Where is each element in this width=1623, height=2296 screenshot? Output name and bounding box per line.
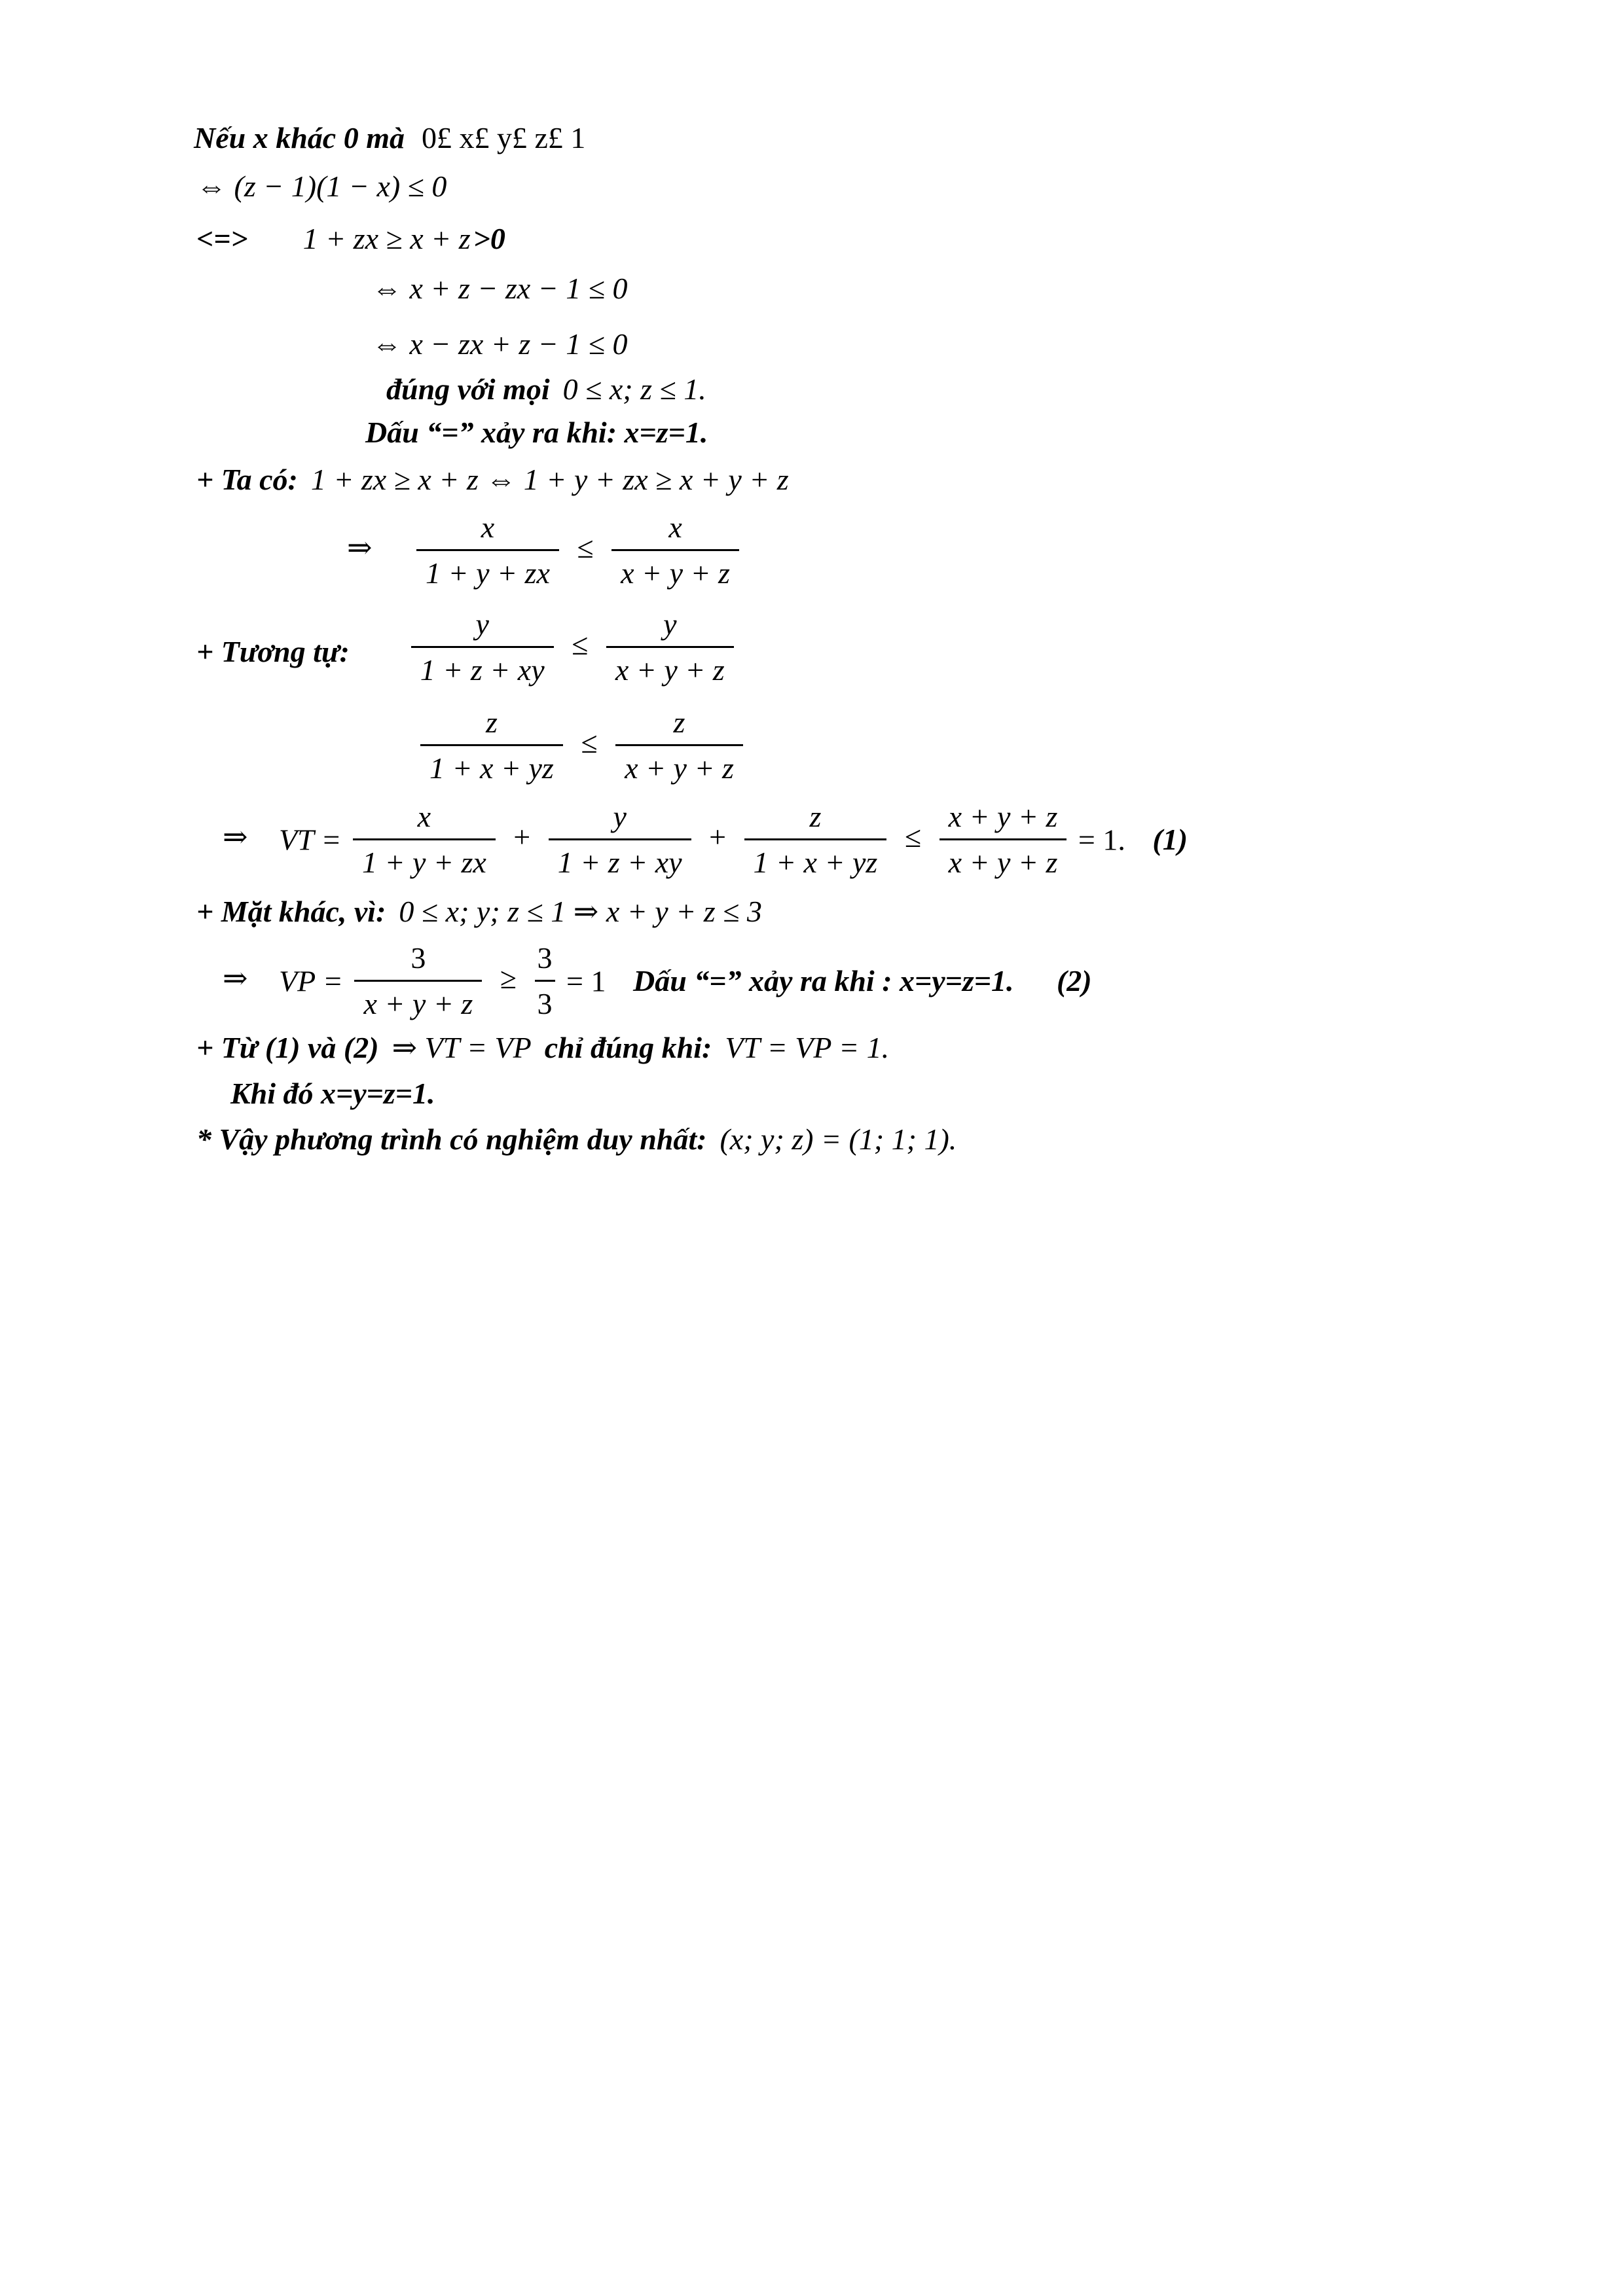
equivalence-2: ⇔ x + z − zx − 1 ≤ 0 <box>372 272 628 305</box>
line-vp <box>216 941 1092 1022</box>
relation-symbol: ≤ <box>581 725 598 759</box>
fraction-vt-3 <box>744 800 887 880</box>
numerator: x <box>353 800 496 840</box>
numerator: y <box>606 607 734 648</box>
plus-symbol: + <box>513 819 531 853</box>
fraction-x-right <box>611 511 739 591</box>
numerator: 3 <box>354 941 482 982</box>
numerator: z <box>744 800 887 840</box>
valid-range-math: 0 ≤ x; z ≤ 1. <box>562 372 706 406</box>
denominator: 1 + y + zx <box>426 556 550 590</box>
numerator: x <box>416 511 559 551</box>
line-ta-co <box>196 465 789 495</box>
equals-one: = 1. <box>1078 823 1125 857</box>
denominator: 1 + y + zx <box>361 845 486 879</box>
vp-label: VP = <box>279 964 343 998</box>
numerator: z <box>615 706 743 746</box>
line-fraction-x <box>340 511 743 591</box>
line-inequality-1 <box>196 224 505 254</box>
relation-symbol: ≤ <box>904 819 922 853</box>
denominator: x + y + z <box>363 986 473 1020</box>
ta-co-text: + Ta có: <box>196 463 298 496</box>
equivalence-3: ⇔ x − zx + z − 1 ≤ 0 <box>372 327 628 361</box>
fraction-y-left <box>411 607 554 688</box>
equals-one: = 1 <box>566 964 606 998</box>
equality-condition-2: Dấu “=” xảy ra khi : x=y=z=1. <box>633 964 1014 998</box>
inequality-1-math: 1 + zx ≥ x + z <box>302 222 471 255</box>
line-fraction-z <box>416 706 747 786</box>
condition-text: Nếu x khác 0 mà <box>194 121 405 154</box>
denominator: x + y + z <box>625 751 734 785</box>
line-vt-sum <box>216 800 1188 880</box>
denominator: 1 + x + yz <box>753 845 878 879</box>
equation-tag-1: (1) <box>1152 823 1188 857</box>
denominator: x + y + z <box>621 556 730 590</box>
implies-symbol: ⇒ <box>223 819 248 853</box>
equation-tag-2: (2) <box>1056 964 1092 998</box>
equality-condition-1: Dấu “=” xảy ra khi: x=z=1. <box>365 416 708 449</box>
denominator: x + y + z <box>948 845 1058 879</box>
vt-label: VT = <box>279 823 342 857</box>
relation-symbol: ≤ <box>577 530 594 564</box>
mat-khac-text: + Mặt khác, vì: <box>196 895 386 928</box>
implies-symbol: ⇒ <box>347 530 373 564</box>
numerator: 3 <box>535 941 555 982</box>
inequality-1-tail: >0 <box>473 222 505 255</box>
valid-text: đúng với mọi <box>386 372 550 406</box>
ta-co-math: 1 + zx ≥ x + z ⇔ 1 + y + zx ≥ x + y + z <box>310 463 789 496</box>
tu-1-va-2-text: + Từ (1) và (2) <box>196 1031 379 1064</box>
fraction-vt-1 <box>353 800 496 880</box>
denominator: 3 <box>537 986 553 1020</box>
relation-symbol: ≤ <box>572 627 589 661</box>
fraction-vp-1 <box>354 941 482 1022</box>
numerator: x <box>611 511 739 551</box>
fraction-y-right <box>606 607 734 688</box>
fraction-vp-2 <box>535 941 555 1022</box>
fraction-vt-4 <box>939 800 1067 880</box>
final-answer-math: (x; y; z) = (1; 1; 1). <box>720 1122 957 1156</box>
condition-math: 0£ x£ y£ z£ 1 <box>422 121 586 154</box>
vt-vp-one-math: VT = VP = 1. <box>725 1031 890 1064</box>
fraction-z-right <box>615 706 743 786</box>
only-when-text: chỉ đúng khi: <box>544 1031 712 1064</box>
implies-symbol: ⇒ <box>223 961 248 995</box>
relation-symbol: ≥ <box>500 961 517 995</box>
line-condition <box>194 123 585 153</box>
line-final-answer <box>196 1124 957 1155</box>
line-valid-for-all <box>386 374 706 404</box>
numerator: z <box>420 706 563 746</box>
fraction-vt-2 <box>549 800 691 880</box>
mat-khac-math: 0 ≤ x; y; z ≤ 1 ⇒ x + y + z ≤ 3 <box>399 895 762 928</box>
denominator: x + y + z <box>615 653 725 687</box>
tuong-tu-text: + Tương tự: <box>196 635 350 669</box>
equiv-symbol-text: <=> <box>196 222 248 255</box>
plus-symbol: + <box>709 819 727 853</box>
vt-equals-vp-math: ⇒ VT = VP <box>392 1031 532 1064</box>
numerator: y <box>411 607 554 648</box>
fraction-x-left <box>416 511 559 591</box>
equivalence-product: ⇔ (z − 1)(1 − x) ≤ 0 <box>196 170 447 203</box>
line-conclusion-1 <box>196 1033 889 1063</box>
numerator: x + y + z <box>939 800 1067 840</box>
denominator: 1 + x + yz <box>429 751 554 785</box>
fraction-z-left <box>420 706 563 786</box>
line-mat-khac <box>196 897 762 927</box>
numerator: y <box>549 800 691 840</box>
final-answer-text: * Vậy phương trình có nghiệm duy nhất: <box>196 1122 707 1156</box>
denominator: 1 + z + xy <box>557 845 682 879</box>
denominator: 1 + z + xy <box>420 653 545 687</box>
line-tuong-tu <box>196 607 738 688</box>
line-khi-do: Khi đó x=y=z=1. <box>230 1077 435 1110</box>
